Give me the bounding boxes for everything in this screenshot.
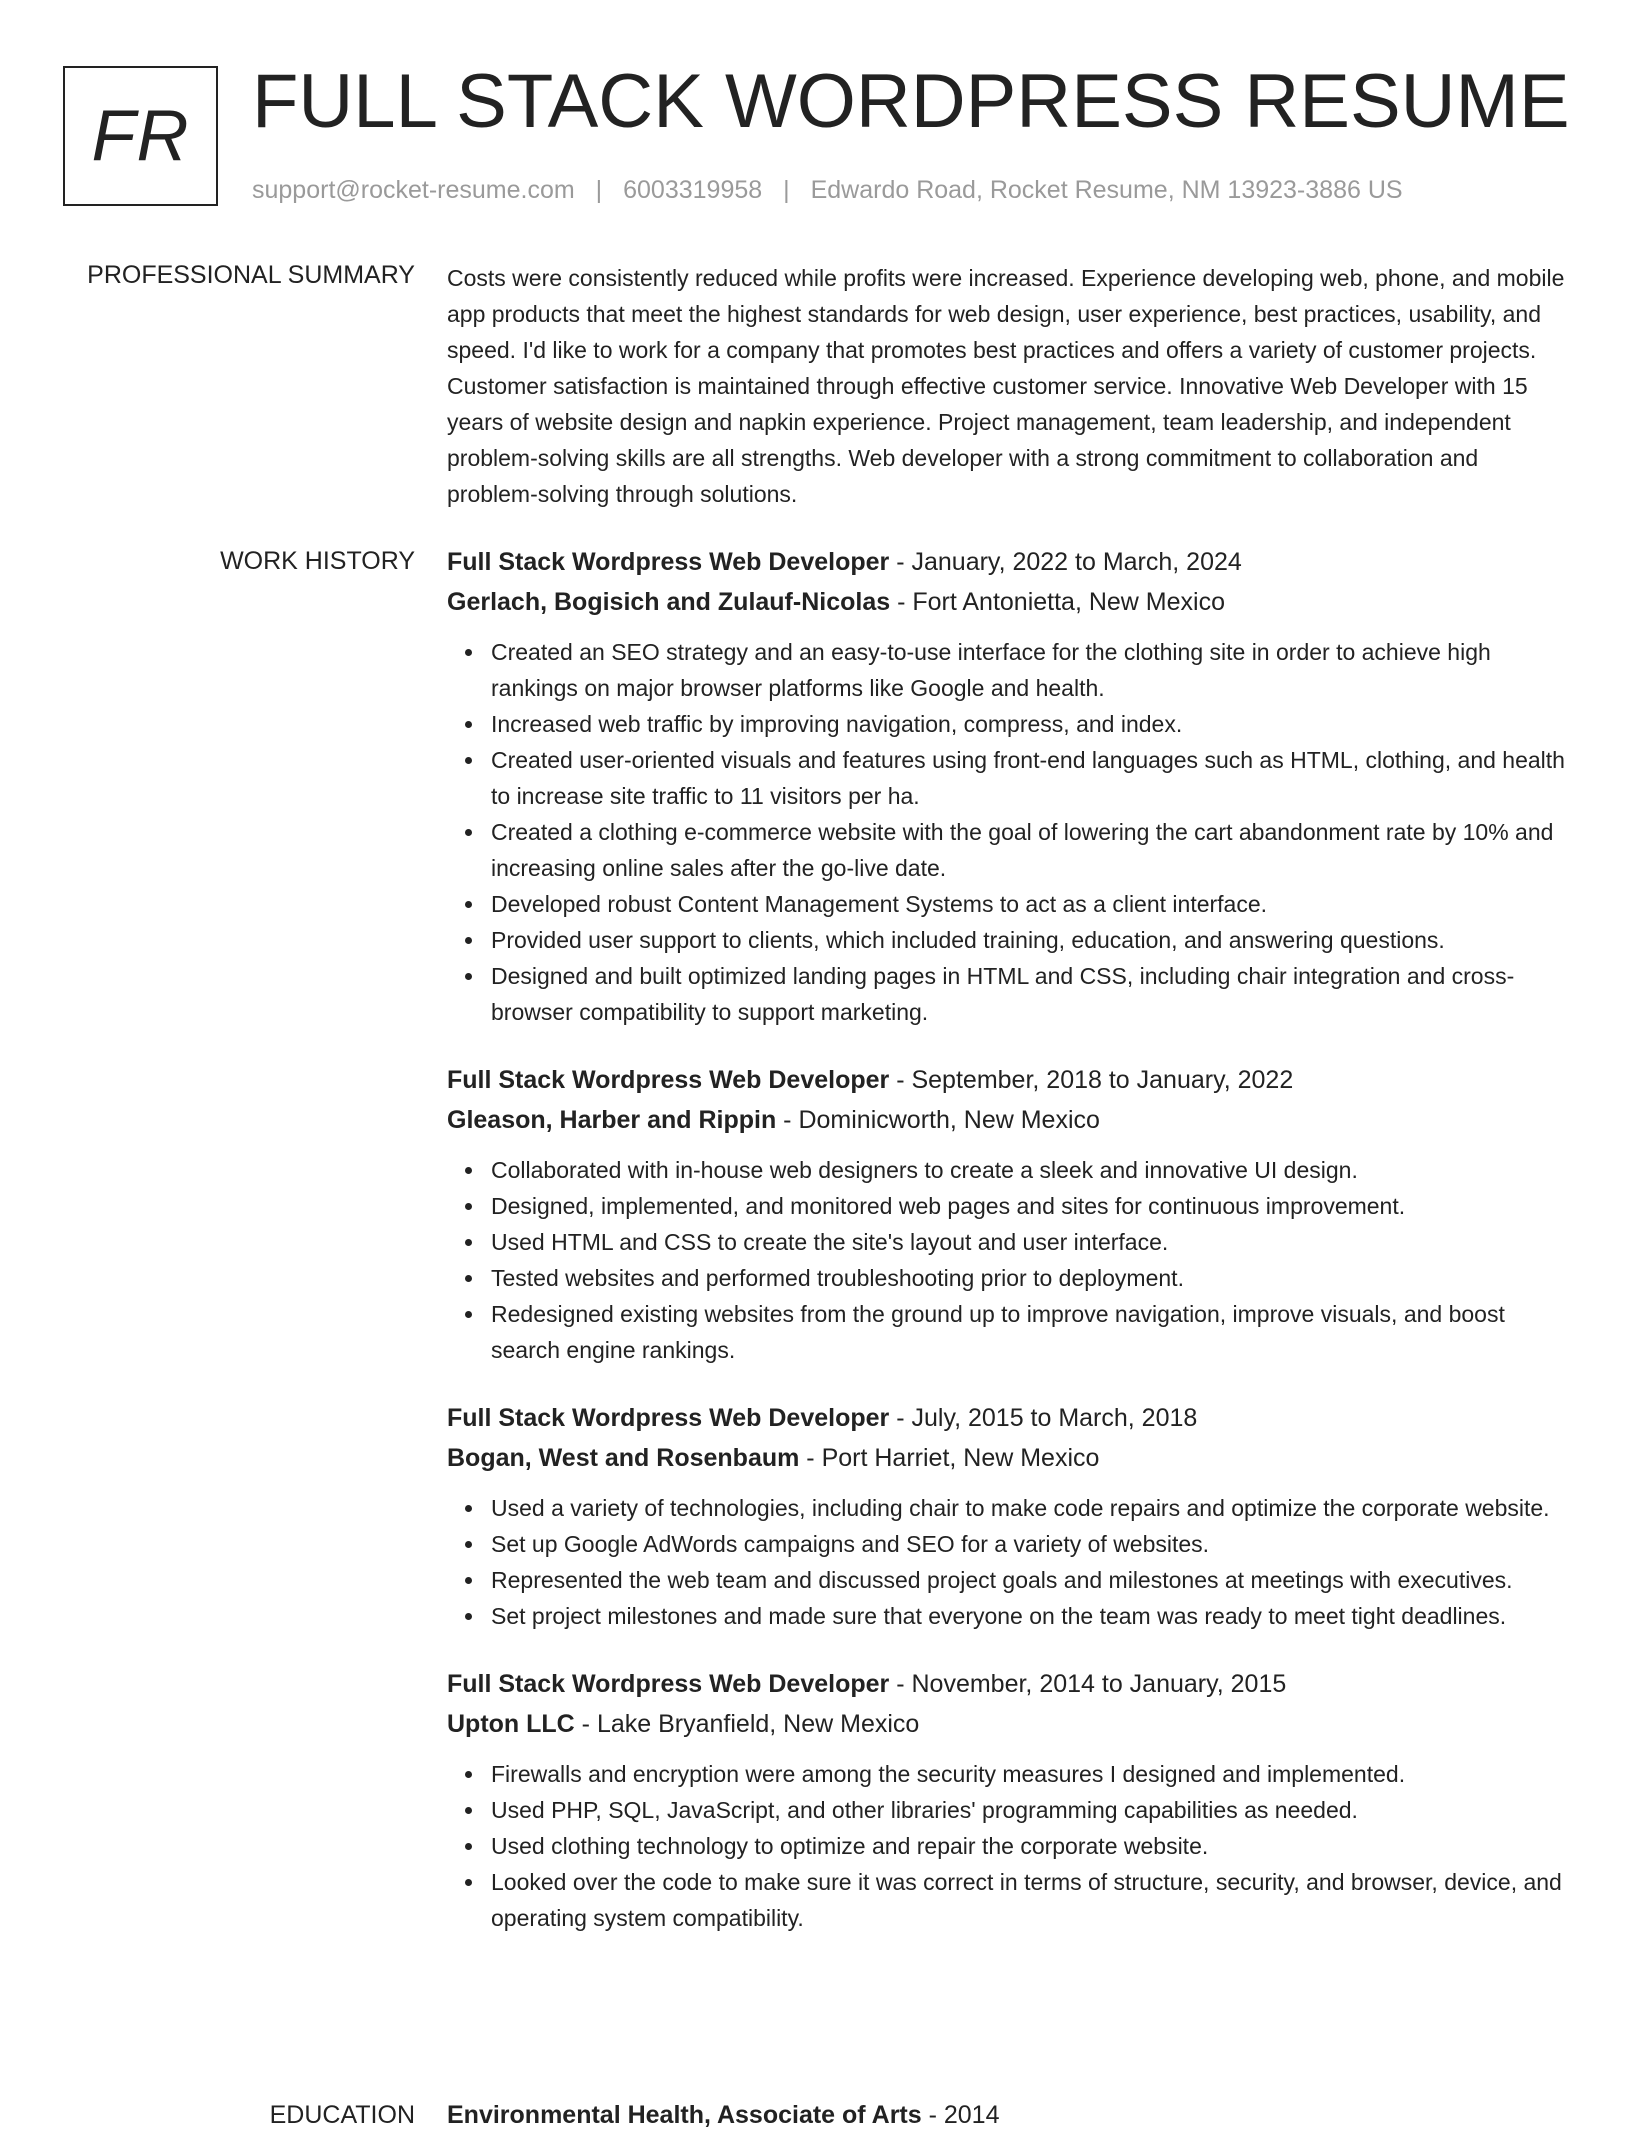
contact-address: Edwardo Road, Rocket Resume, NM 13923-3886 US	[810, 176, 1403, 204]
education-label: EDUCATION	[269, 2101, 415, 2129]
job-location: - Lake Bryanfield, New Mexico	[574, 1710, 920, 1738]
contact-line	[252, 174, 1403, 206]
job-title-line	[447, 1664, 1567, 1704]
job-bullet: Provided user support to clients, which included training, education, and answering questions.	[491, 922, 1567, 958]
summary-body	[447, 260, 1567, 512]
contact-separator: |	[783, 176, 790, 204]
job-company-line	[447, 1100, 1567, 1140]
job-bullet: Used a variety of technologies, including chair to make code repairs and optimize the corporate website.	[491, 1490, 1567, 1526]
job-company-line	[447, 582, 1567, 622]
monogram-box	[63, 66, 218, 206]
job-bullet: Set project milestones and made sure that everyone on the team was ready to meet tight deadlines.	[491, 1598, 1567, 1634]
job-bullet: Looked over the code to make sure it was correct in terms of structure, security, and browser, device, and operating system compatibility.	[491, 1864, 1567, 1936]
summary-label: PROFESSIONAL SUMMARY	[87, 261, 415, 289]
education-body	[447, 2095, 1567, 2135]
job-bullet: Collaborated with in-house web designers to create a sleek and innovative UI design.	[491, 1152, 1567, 1188]
job-bullet: Used PHP, SQL, JavaScript, and other libraries' programming capabilities as needed.	[491, 1792, 1567, 1828]
job-company: Gleason, Harber and Rippin	[447, 1106, 777, 1134]
job-entry	[447, 1398, 1567, 1634]
job-bullet: Designed, implemented, and monitored web pages and sites for continuous improvement.	[491, 1188, 1567, 1224]
job-bullet: Created a clothing e-commerce website with the goal of lowering the cart abandonment rate by 10% and increasing online sales after the go-live date.	[491, 814, 1567, 886]
job-location: - Dominicworth, New Mexico	[776, 1106, 1100, 1134]
job-company: Bogan, West and Rosenbaum	[447, 1444, 800, 1472]
job-title: Full Stack Wordpress Web Developer	[447, 1066, 890, 1094]
education-degree: Environmental Health, Associate of Arts	[447, 2101, 922, 2129]
job-bullet: Created user-oriented visuals and features using front-end languages such as HTML, clothing, and health to increase site traffic to 11 visitors per ha.	[491, 742, 1567, 814]
job-entry	[447, 1060, 1567, 1368]
job-dates: - November, 2014 to January, 2015	[889, 1670, 1287, 1698]
job-entry	[447, 1664, 1567, 1936]
job-company: Gerlach, Bogisich and Zulauf-Nicolas	[447, 588, 891, 616]
job-bullet: Used HTML and CSS to create the site's layout and user interface.	[491, 1224, 1567, 1260]
education-year: - 2014	[921, 2101, 1000, 2129]
job-bullet: Created an SEO strategy and an easy-to-use interface for the clothing site in order to achieve high rankings on major browser platforms like Google and health.	[491, 634, 1567, 706]
job-dates: - January, 2022 to March, 2024	[889, 548, 1242, 576]
job-bullet: Used clothing technology to optimize and repair the corporate website.	[491, 1828, 1567, 1864]
job-location: - Fort Antonietta, New Mexico	[890, 588, 1225, 616]
job-dates: - September, 2018 to January, 2022	[889, 1066, 1294, 1094]
contact-phone: 6003319958	[623, 176, 763, 204]
education-line	[447, 2095, 1567, 2135]
job-bullets	[447, 1490, 1567, 1634]
job-bullet: Tested websites and performed troubleshooting prior to deployment.	[491, 1260, 1567, 1296]
job-title: Full Stack Wordpress Web Developer	[447, 1670, 890, 1698]
work-history-body	[447, 542, 1567, 1966]
job-title-line	[447, 1060, 1567, 1100]
job-dates: - July, 2015 to March, 2018	[889, 1404, 1198, 1432]
job-company-line	[447, 1438, 1567, 1478]
job-bullets	[447, 1152, 1567, 1368]
resume-title: FULL STACK WORDPRESS RESUME	[252, 59, 1570, 144]
job-bullet: Represented the web team and discussed project goals and milestones at meetings with executives.	[491, 1562, 1567, 1598]
job-bullet: Developed robust Content Management Systems to act as a client interface.	[491, 886, 1567, 922]
job-bullets	[447, 634, 1567, 1030]
job-bullet: Increased web traffic by improving navigation, compress, and index.	[491, 706, 1567, 742]
contact-email: support@rocket-resume.com	[252, 176, 575, 204]
summary-text: Costs were consistently reduced while profits were increased. Experience developing web, phone, and mobile app products that meet the highest standards for web design, user experience, best practices, usability, and speed. I'd like to work for a company that promotes best practices and offers a variety of customer projects. Customer satisfaction is maintained through effective customer service. Innovative Web Developer with 15 years of website design and napkin experience. Project management, team leadership, and independent problem-solving skills are all strengths. Web developer with a strong commitment to collaboration and problem-solving through solutions.	[447, 265, 1565, 507]
job-entry	[447, 542, 1567, 1030]
job-title-line	[447, 1398, 1567, 1438]
job-company: Upton LLC	[447, 1710, 575, 1738]
job-location: - Port Harriet, New Mexico	[799, 1444, 1100, 1472]
job-bullets	[447, 1756, 1567, 1936]
job-title-line	[447, 542, 1567, 582]
job-bullet: Firewalls and encryption were among the security measures I designed and implemented.	[491, 1756, 1567, 1792]
work-history-label: WORK HISTORY	[220, 547, 415, 575]
job-title: Full Stack Wordpress Web Developer	[447, 1404, 890, 1432]
job-bullet: Redesigned existing websites from the ground up to improve navigation, improve visuals, and boost search engine rankings.	[491, 1296, 1567, 1368]
job-title: Full Stack Wordpress Web Developer	[447, 548, 890, 576]
job-bullet: Designed and built optimized landing pages in HTML and CSS, including chair integration and cross-browser compatibility to support marketing.	[491, 958, 1567, 1030]
job-company-line	[447, 1704, 1567, 1744]
monogram-initials: FR	[91, 96, 190, 176]
contact-separator: |	[595, 176, 603, 204]
job-bullet: Set up Google AdWords campaigns and SEO for a variety of websites.	[491, 1526, 1567, 1562]
